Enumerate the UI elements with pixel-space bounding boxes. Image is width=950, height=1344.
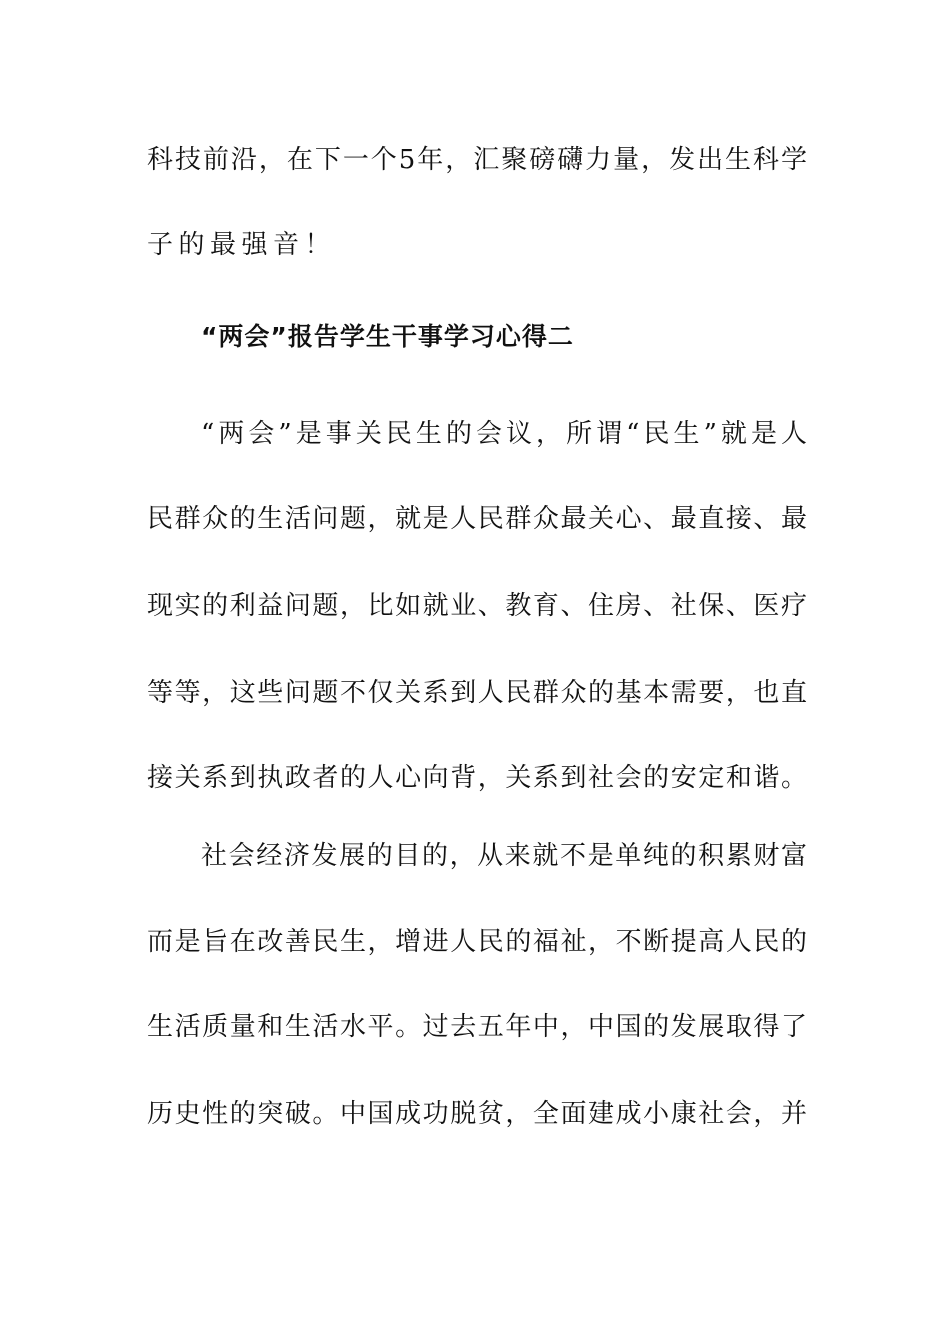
text-line: 历史性的突破。中国成功脱贫，全面建成小康社会，并 [147,1099,807,1129]
text-line: 现实的利益问题，比如就业、教育、住房、社保、医疗 [147,591,807,621]
section-heading: “两会”报告学生干事学习心得二 [201,322,574,351]
paragraph-first-line: “两会”是事关民生的会议，所谓“民生”就是人 [201,419,807,449]
text-line: 等等，这些问题不仅关系到人民群众的基本需要，也直 [147,678,807,708]
paragraph-first-line: 社会经济发展的目的，从来就不是单纯的积累财富 [201,841,807,871]
text-line: 科技前沿，在下一个5年，汇聚磅礴力量，发出生科学 [147,145,807,175]
text-line: 子的最强音！ [147,230,337,260]
text-line: 生活质量和生活水平。过去五年中，中国的发展取得了 [147,1012,807,1042]
text-line: 接关系到执政者的人心向背，关系到社会的安定和谐。 [147,763,807,793]
text-line: 而是旨在改善民生，增进人民的福祉，不断提高人民的 [147,927,807,957]
text-line: 民群众的生活问题，就是人民群众最关心、最直接、最 [147,504,807,534]
